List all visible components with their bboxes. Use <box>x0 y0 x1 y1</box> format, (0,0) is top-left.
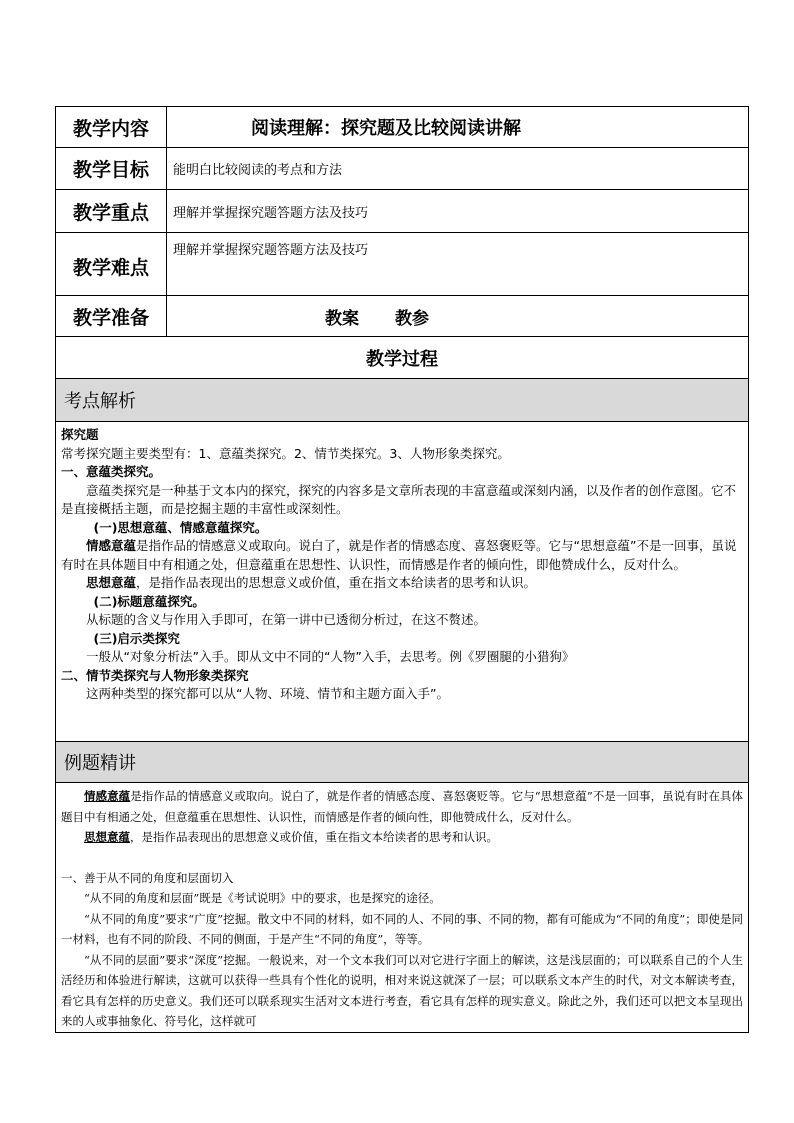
thought-meaning-term: 思想意蕴 <box>86 575 137 590</box>
difficulty-value: 理解并掌握探究题答题方法及技巧 <box>167 233 749 296</box>
goal-row <box>56 148 749 190</box>
exam-types-line: 常考探究题主要类型有：1、意蕴类探究。2、情节类探究。3、人物形象类探究。 <box>61 445 510 461</box>
section2-title: 例题精讲 <box>56 742 749 783</box>
content-label: 教学内容 <box>56 107 167 148</box>
section1-body-row <box>56 422 749 742</box>
prep-row <box>56 296 749 337</box>
exam-topic-heading: 探究题 <box>61 427 99 442</box>
heading-thought-emotion: (一)思想意蕴、情感意蕴探究。 <box>93 519 268 535</box>
process-title: 教学过程 <box>56 337 749 379</box>
prep-value <box>167 296 749 337</box>
key-point-label: 教学重点 <box>56 190 167 233</box>
section1-body <box>56 422 749 742</box>
difficulty-row <box>56 233 749 296</box>
lesson-plan-sheet <box>55 106 749 1033</box>
section1-title: 考点解析 <box>56 379 749 422</box>
key-point-value: 理解并掌握探究题答题方法及技巧 <box>167 190 749 233</box>
example-emotion-term: 情感意蕴 <box>84 789 131 803</box>
example-thought-term: 思想意蕴 <box>84 830 130 844</box>
thought-meaning-text: ，是指作品表现出的思想意义或价值，重在指文本给读者的思考和认识。 <box>136 575 537 590</box>
enlightenment-paragraph: 一般从“对象分析法”入手。即从文中不同的“人物”入手，去思考。例《罗圈腿的小猎狗》 <box>86 649 575 664</box>
example-depth-paragraph: “从不同的层面”要求“深度”挖掘。一般说来，对一个文本我们可以对它进行字面上的解读，这是浅层面的；可以联系自己的个人生活经历和体验进行解读，这就可以获得一些具有个性化的说明，相对来说这就深了一层；可以联系文本产生的时代，对文本解读考查，看它具有怎样的历史意义。我们还可以联系现实生活对文本进行考查，看它具有怎样的现实意义。除此之外，我们还可以把文本呈现出来的人或事抽象化、符号化，这样就可 <box>61 952 743 1028</box>
prep-label: 教学准备 <box>56 296 167 337</box>
plot-character-paragraph: 这两种类型的探究都可以从“人物、环境、情节和主题方面入手”。 <box>86 686 449 701</box>
heading-title-meaning: (二)标题意蕴探究。 <box>93 593 205 609</box>
example-thought-text: ，是指作品表现出的思想意义或价值，重在指文本给读者的思考和认识。 <box>130 830 498 844</box>
key-point-row <box>56 190 749 233</box>
section2-body-row <box>56 783 749 1033</box>
process-row <box>56 337 749 379</box>
section2-head-row <box>56 742 749 783</box>
example-heading-angles: 一、善于从不同的角度和层面切入 <box>61 870 234 885</box>
prep-item-lesson-plan: 教案 <box>325 308 359 329</box>
goal-value: 能明白比较阅读的考点和方法 <box>167 148 749 190</box>
example-breadth-paragraph: “从不同的角度”要求“广度”挖掘。散文中不同的材料，如不同的人、不同的事、不同的物，都有可能成为“不同的角度”；即使是同一材料，也有不同的阶段、不同的侧面，于是产生“不同的角度”，等等。 <box>61 911 743 946</box>
emotion-meaning-term: 情感意蕴 <box>86 538 137 553</box>
meaning-type-paragraph: 意蕴类探究是一种基于文本内的探究，探究的内容多是文章所表现的丰富意蕴或深刻内涵，以及作者的创作意图。它不是直接概括主题，而是挖掘主题的丰富性或深刻性。 <box>61 482 737 516</box>
lesson-plan-table <box>55 106 749 1033</box>
example-thought-paragraph <box>61 827 743 848</box>
section2-body <box>56 783 749 1033</box>
emotion-meaning-paragraph <box>61 537 743 574</box>
prep-item-reference: 教参 <box>395 308 429 329</box>
emotion-meaning-text: 是指作品的情感意义或取向。说白了，就是作者的情感态度、喜怒褒贬等。它与“思想意蕴”不是一回事，虽说有时在具体题目中有相通之处，但意蕴重在思想性、认识性，而情感是作者的倾向性，即他赞成什么，反对什么。 <box>61 538 737 572</box>
heading-enlightenment: (三)启示类探究 <box>93 630 180 646</box>
difficulty-label: 教学难点 <box>56 233 167 296</box>
example-requirement-line: “从不同的角度和层面”既是《考试说明》中的要求，也是探究的途径。 <box>84 891 441 905</box>
content-row <box>56 107 749 148</box>
goal-label: 教学目标 <box>56 148 167 190</box>
heading-meaning-type: 一、意蕴类探究。 <box>61 464 162 479</box>
lesson-title: 阅读理解：探究题及比较阅读讲解 <box>167 107 749 148</box>
thought-meaning-paragraph <box>61 574 743 593</box>
heading-plot-character: 二、情节类探究与人物形象类探究 <box>61 667 249 683</box>
spacer <box>61 848 743 868</box>
example-emotion-text: 是指作品的情感意义或取向。说白了，就是作者的情感态度、喜怒褒贬等。它与“思想意蕴”不是一回事，虽说有时在具体题目中有相通之处，但意蕴重在思想性、认识性，而情感是作者的倾向性，即他赞成什么，反对什么。 <box>61 789 743 824</box>
example-emotion-paragraph <box>61 786 743 827</box>
title-meaning-paragraph: 从标题的含义与作用入手即可，在第一讲中已透彻分析过，在这不赘述。 <box>86 612 487 627</box>
section1-head-row <box>56 379 749 422</box>
